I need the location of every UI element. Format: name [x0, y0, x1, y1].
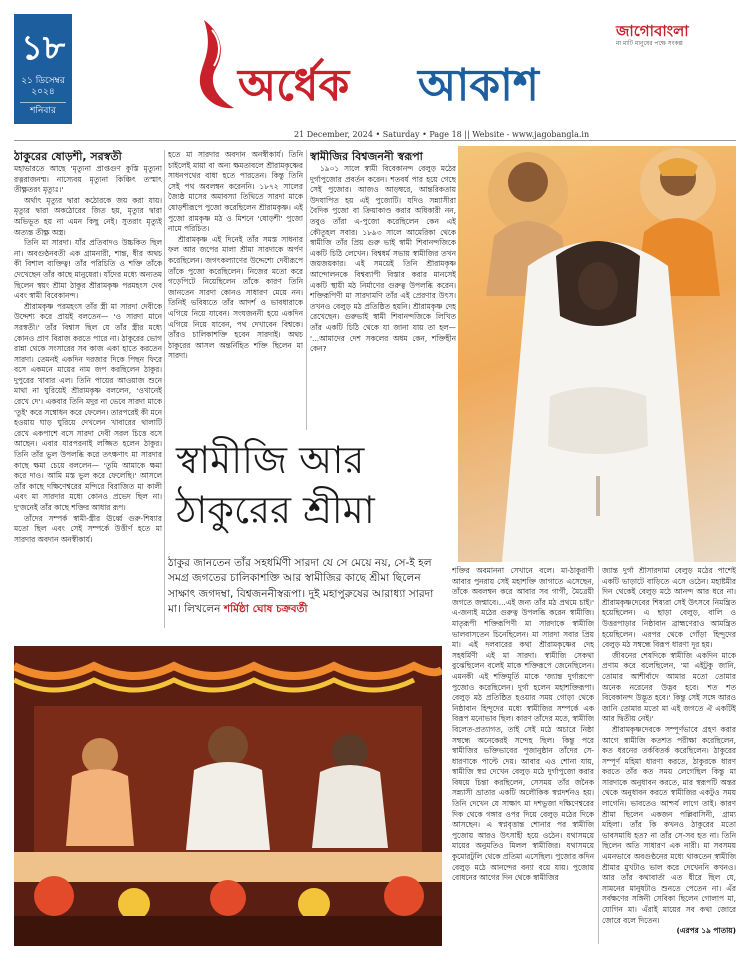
page-number: ১৮: [20, 28, 66, 68]
altar-illustration-icon: [14, 646, 442, 946]
paragraph: জ্যান্ত দুর্গা শ্রীসারদামা বেলুড় মঠের পাশেই একটি ভাড়াটে বাড়িতে এসে ওঠেন। মহাষ্টমীর দিন থেকেই বেলুড় মঠে আনন্দ আর ধরে না। শ্রীরামকৃষ্ণদেবের শিষ্যরা সেই উৎসবে নিমন্ত্রিত হয়েছিলেন। এ ছাড়া বেলুড়, বালি ও উত্তরপাড়ার নিষ্ঠাবান ব্রাহ্মণেরাও আমন্ত্রিত হয়েছিলেন। এরপর থেকে গোঁড়া হিন্দুদের বেলুড় মঠ সম্বন্ধে বিরূপ ধারণা দূর হয়।: [602, 566, 736, 650]
masthead: [186, 16, 586, 126]
article2-title: স্বামীজির বিশ্বজননী স্বরূপা: [310, 150, 423, 163]
date-weekday: শনিবার: [20, 102, 66, 117]
paragraph: মহাভারতে আছে 'মৃত্যুনা প্রাপ্তগুণ কুস্তি মৃত্যুনা রত্নরাজনম্ম। নাস্যেবয় মৃত্যুনা কিঞ্চিৎ তস্মাৎ তীক্ষ্ণতরং মৃত্যুঃ।': [14, 164, 162, 195]
date-day-month: ২১ ডিসেম্বর: [21, 76, 65, 86]
column-divider: [598, 566, 599, 944]
main-headline: [168, 436, 442, 540]
masthead-swirl-icon: [186, 16, 246, 126]
masthead-title-part1: অর্ধেক: [238, 60, 350, 111]
date-box: [14, 14, 72, 124]
continuation-column1: [452, 566, 594, 946]
paragraph: তাঁদের সম্পর্ক স্বামী-স্ত্রীর ঊর্ধ্বে গুরু-শিষ্যার মতো ছিল এবং সেই সম্পর্কে উত্তীর্ণ হতে মা সারদার অবদান অনস্বীকার্য।: [14, 513, 162, 544]
paragraph: তিনি মা সারদা। যাঁর প্রতিবাদও উচ্চকিত ছিল না। অবগুণ্ঠনবতী এক গ্রামনারী, শান্ত, ধীর অথচ কী বিশাল ব্যক্তিত্ব! তাঁর পরিচিতি ও শক্তি তাঁকে দেখেছেন তাঁর কাছে মানুষেরা। যাঁদের মধ্যে অন্যতম ছিলেন স্বয়ং শ্রীমা ঠাকুর শ্রীরামকৃষ্ণ পরমহংস দেব এবং স্বামী বিবেকানন্দ।: [14, 238, 162, 301]
brand-logo: [616, 22, 736, 48]
paragraph: শক্তির অবমাননা সেখানে বলে। মা-ঠাকুরাণী আবার পুনরায় সেই মহাশক্তি জাগাতে এসেছেন, তাঁকে অবলম্বন করে আবার সব গার্গী, মৈত্রেয়ী জগতে জন্মাবে।...এই জন্য তাঁর মঠ প্রথমে চাই।' এ-জন্যই মঠের গুরুত্ব উপলব্ধি করেন স্বামীজি। মাতৃরূপী শক্তিরূপিণী মা সারদাকে স্বামীজি ভালবাসতেন চিনেছিলেন। মা সারদা সবার প্রিয় মা। এই দলবারের কথা শ্রীরামকৃষ্ণের দেহ সহধর্মিণী এই মা সারদা। স্বামীজি সেকথা বুঝেছিলেন বলেই মাকে শক্তিরূপে জেনেছিলেন। এমনকী এই শক্তিমূর্তি মাকে 'জ্যান্ত দুর্গারূপে' পুজোও করেছিলেন। দুর্গা হলেন মহাশক্তিরূপা। বেলুড় মঠ প্রতিষ্ঠিত হওয়ার সময় গোড়া থেকে নিষ্ঠাবান হিন্দুদের মধ্যে স্বামীজির সম্পর্কে এক বিরূপ মনোভাব ছিল। কারণ তাঁদের মতে, স্বামীজি বিলেত-প্রত্যাগত, তাই সেই মঠে অচারে নিষ্ঠা সম্বন্ধে অনেকেরই সন্দেহ ছিল। কিন্তু পরে স্বামীজির ভক্তিভাবের পূজানুষ্ঠান তাঁদের সে-ধারণাকে পাল্টে দেয়। আবার এও শোনা যায়, স্বামীজি স্বপ্ন দেখেন বেলুড় মঠে দুর্গাপুজো করার বিষয়ে চিন্তা করছিলেন, সেসময় তাঁর জনৈক সন্ন্যাসী ভ্রাতার একটি অলৌকিক স্বপ্নদর্শনও হয়। তিনি দেখেন যে সাক্ষাৎ মা দশভুজা দক্ষিণেশ্বরের দিক থেকে গঙ্গার ওপর দিয়ে বেলুড় মঠের দিকে আসছেন। এ স্বপ্নবৃত্তান্ত শোনার পর স্বামীজি পুজোয় আরও উৎসাহী হয়ে ওঠেন। যথাসময়ে মায়ের অনুমতিও মিলল স্বামীজির। যথাসময়ে কুমোরটুলি থেকে প্রতিমা এসেছিল। পুজোর কদিন বেলুড় মঠে আনন্দের বন্যা বয়ে যায়। পুজোয় বোধনের আগের দিন থেকে স্বামীজির: [452, 566, 594, 883]
headline-line1: স্বামীজি আর: [176, 438, 365, 482]
article1-column1: [14, 150, 162, 630]
article1-column2: [168, 150, 303, 430]
brand-tagline: মা মাটি মানুষের পক্ষে সংকল্প: [616, 40, 683, 47]
paragraph: শ্রীরামকৃষ্ণ পরমহংস তাঁর স্ত্রী মা সারদা দেবীকে উদ্দেশ্য করে প্রায়ই বলতেন— 'ও সারদা মানে সরস্বতী।' তাঁর বিশ্বাস ছিল যে তাঁর স্ত্রীর মধ্যে কোনও প্রাণ বিরাজ করতে পারে না। ঠাকুরের ভোগ রান্না থেকে সংসারের সব কাজ একা হাতে করতেন সারদা। তেমনই একদিন দরজার দিকে পিছন ফিরে বসে একমনে মায়ের নাম জপ করছিলেন ঠাকুর। দুপুরের খাবার এল। তিনি পায়ের আওয়াজ শুনে মাথা না ঘুরিয়েই শ্রীরামকৃষ্ণ বললেন, 'ওখানেই রেখে দে'। একবার তিনি মদুর না ভেবে সারদা মাকে 'তুই' করে সম্বোধন করে ফেলেন। তারপরেই কী মনে হওয়ায় ঘাড় ঘুরিয়ে দেখলেন খাবারের থালাটি রেখে একপাশে বসে সারদা দেবী সরল চিত্তে বসে আছেন। এবার যারপরনাই লজ্জিত হলেন ঠাকুর। তিনি তাঁর ভুল উপলব্ধি করে তৎক্ষণাৎ মা সারদার কাছে ক্ষমা চেয়ে বললেন— 'তুমি আমাকে ক্ষমা করে দাও। আমি মস্ত ভুল করে ফেলেছি।' আসলে তাঁর কাছে দক্ষিণেশ্বরের মন্দিরে বিরাজিত মা কালী এবং মা সারদার মধ্যে কোনও প্রভেদ ছিল না। দু'জনেই তাঁর কাছে শক্তির আধার রূপ।: [14, 301, 162, 512]
paragraph: অর্থাৎ মৃত্যুর দ্বারা কঠোরকে জয় করা যায়। মৃত্যুর দ্বারা অকঠোরের জিত হয়, মৃত্যুর দ্বারা অভিভূত হয় না এমন কিছু নেই। সুতরাং মৃত্যুই অত্যন্ত তীক্ষ্ণ অস্ত্র।: [14, 195, 162, 237]
paragraph: হতে মা সারদার অবদান অনস্বীকার্য। তিনি চাইলেই মায়া বা অন্য ক্ষমতাবলে শ্রীরামকৃষ্ণের সাধনপথের বাধা হতে পারতেন। কিন্তু তিনি সেই পথ অবলম্বন করেননি। ১৮৭২ সালের জ্যৈষ্ঠ মাসের অমাবস্যা তিথিতে সারদা মাকে ষোড়শীরূপে পুজো করেছিলেন শ্রীরামকৃষ্ণ। এই পুজো রামকৃষ্ণ মঠ ও মিশনে 'ষোড়শী' পুজো নামে পরিচিত।: [168, 150, 303, 234]
paragraph: জীবনের শেষদিকে স্বামীজি একদিন মাকে প্রণাম করে বলেছিলেন, 'মা এইটুকু জানি, তোমার আশীর্বাদে আমার মতো তোমার অনেক নরেনের উদ্ভব হবে। শত শত বিবেকানন্দ উদ্ভূত হবে।' কিন্তু সেই সঙ্গে আরও জানি তোমার মতো মা এই জগতে ঐ একটিই আর দ্বিতীয় নেই।': [602, 650, 736, 724]
portrait-illustration-icon: [458, 146, 736, 562]
standfirst: [168, 556, 448, 618]
brand-name: জাগোবাংলা: [616, 22, 689, 40]
date-year: ২০২৪: [31, 87, 55, 97]
column-divider: [306, 150, 307, 430]
author-byline: শর্মিষ্ঠা ঘোষ চক্রবর্তী: [223, 603, 308, 616]
edition-meta: 21 December, 2024 • Saturday • Page 18 || Website - www.jagobangla.in: [294, 130, 590, 139]
headline-line2: ঠাকুরের শ্রীমা: [176, 488, 375, 532]
sarada-devi-portrait-photo: [458, 146, 736, 562]
article2-column: [310, 150, 456, 430]
masthead-title-part2: আকাশ: [418, 60, 539, 111]
paragraph: শ্রীরামকৃষ্ণ এই দিনেই তাঁর সমস্ত সাধনার ফল আর জপের মালা শ্রীমা সারদাকে অর্পণ করেছিলেন। জগৎকল্যাণের উদ্দেশ্যে দেবীরূপে তাঁকে পুজো করেছিলেন। নিজের মতো করে গড়েপিটে নিয়েছিলেন তাঁকে কারণ তিনি জানতেন সারদা কোনও সাধারণ মেয়ে নন। তিনিই ভবিষ্যতে তাঁর আদর্শ ও ভাবধারাকে এগিয়ে নিয়ে যাবেন। সংঘজননী হয়ে একদিন এগিয়ে নিয়ে যাবেন, পথ দেখাবেন বিশ্বকে। তাঁরও চালিকাশক্তি হবেন সারদাই। অথচ ঠাকুরের আসল অন্তর্নিহিত শক্তি ছিলেন মা সারদা।: [168, 234, 303, 361]
standfirst-text: ঠাকুর জানতেন তাঁর সহধর্মিণী সারদা যে সে মেয়ে নয়, সে-ই হল সমগ্র জগতের চালিকাশক্তি আর স্বামীজির কাছে শ্রীমা ছিলেন সাক্ষাৎ জগদম্বা, বিশ্বজননীস্বরূপা। দুই মহাপুরুষের আরাধ্যা সারদা মা। লিখলেন: [168, 557, 434, 616]
shrine-altar-photo: [14, 646, 442, 946]
header-divider: [14, 140, 736, 141]
paragraph: ১৯০১ সালে স্বামী বিবেকানন্দ বেলুড় মঠের দুর্গাপুজোর প্রবর্তন করেন। শতবর্ষ পার হয়ে গেছে সেই পুজোর। আজও আড়ম্বরে, আন্তরিকতায় উদযাপিত হয় এই পুজোটি। যদিও সন্ন্যাসীরা বৈদিক পুজো বা ক্রিয়াকাণ্ড করার অধিকারী নন, তবুও তাঁরা এ-পুজো করেছিলেন কেন এই কৌতূহল সবার। ১৮৯৩ সালে আমেরিকা থেকে স্বামীজি তাঁর প্রিয় গুরু ভাই স্বামী শিবানন্দজিকে একটি চিঠি লেখেন। বিশ্বধর্ম সভায় স্বামীজির তখন জয়জয়কার। এই সময়েই তিনি শ্রীরামকৃষ্ণ আন্দোলনকে বিশ্বব্যাপী বিস্তার করার মানসেই একটি স্থায়ী মঠ নির্মাণের গুরুত্ব উপলব্ধি করেন। শক্তিরূপিণী মা সারদামণি তাঁর এই প্রেরণার উৎস। তখনও বেলুড় মঠ প্রতিষ্ঠিত হয়নি। শ্রীরামকৃষ্ণ দেহ রেখেছেন। গুরুভাই স্বামী শিবানন্দজিকে লিখিত তাঁর একটি চিঠি থেকে যা জানা যায় তা হল— '...আমাদের দেশ সকলের অধম কেন, শক্তিহীন কেন?: [310, 164, 456, 354]
article1-title: ঠাকুরের ষোড়শী, সরস্বতী: [14, 150, 122, 163]
paragraph: শ্রীরামকৃষ্ণদেবকে সম্পূর্ণভাবে গ্রহণ করার আগে স্বামীজি কতশত পরীক্ষা করেছিলেন, কত ধরনের তর্কবিতর্ক করেছিলেন। ঠাকুরের সম্পূর্ণ মহিমা ধারণা করতে, ঠাকুরকে ধারণ করতে তাঁর কত সময় লেগেছিল কিন্তু মা সারদাকে অনুধাবন করতে, মার স্বরূপটি অন্তর থেকে অনুধাবন করতে স্বামীজির একটুও সময় লাগেনি। ভাবতেও আশ্চর্য লাগে তাই। কারণ শ্রীমা ছিলেন একজন পল্লিবাসিনী, গ্রাম্য মহিলা। তাঁর কি কখনও ঠাকুরের মতো ভাবসমাধি হত? না তাঁর সে-সব হত না। তিনি ছিলেন অতি সাধারণ এক নারী। মা সবসময় এমনভাবে অবগুণ্ঠনের মধ্যে থাকতেন স্বামীজি শ্রীমার মুখটাও ভাল করে দেখেননি কখনও। আর তাঁর কথাবার্তা এত ধীরে ছিল যে, সামনের মানুষটাও শুনতে পেতেন না। এঁর সর্বক্ষণের সঙ্গিনী সেবিকা ছিলেন গোলাপ মা, যোগিন মা। এঁরাই মায়ের সব কথা জোরে জোরে বলে দিতেন।: [602, 724, 736, 925]
continuation-column2: [602, 566, 736, 946]
continued-on-page-note: (এরপর ১৯ পাতায়): [676, 926, 736, 936]
column-divider: [164, 150, 165, 628]
